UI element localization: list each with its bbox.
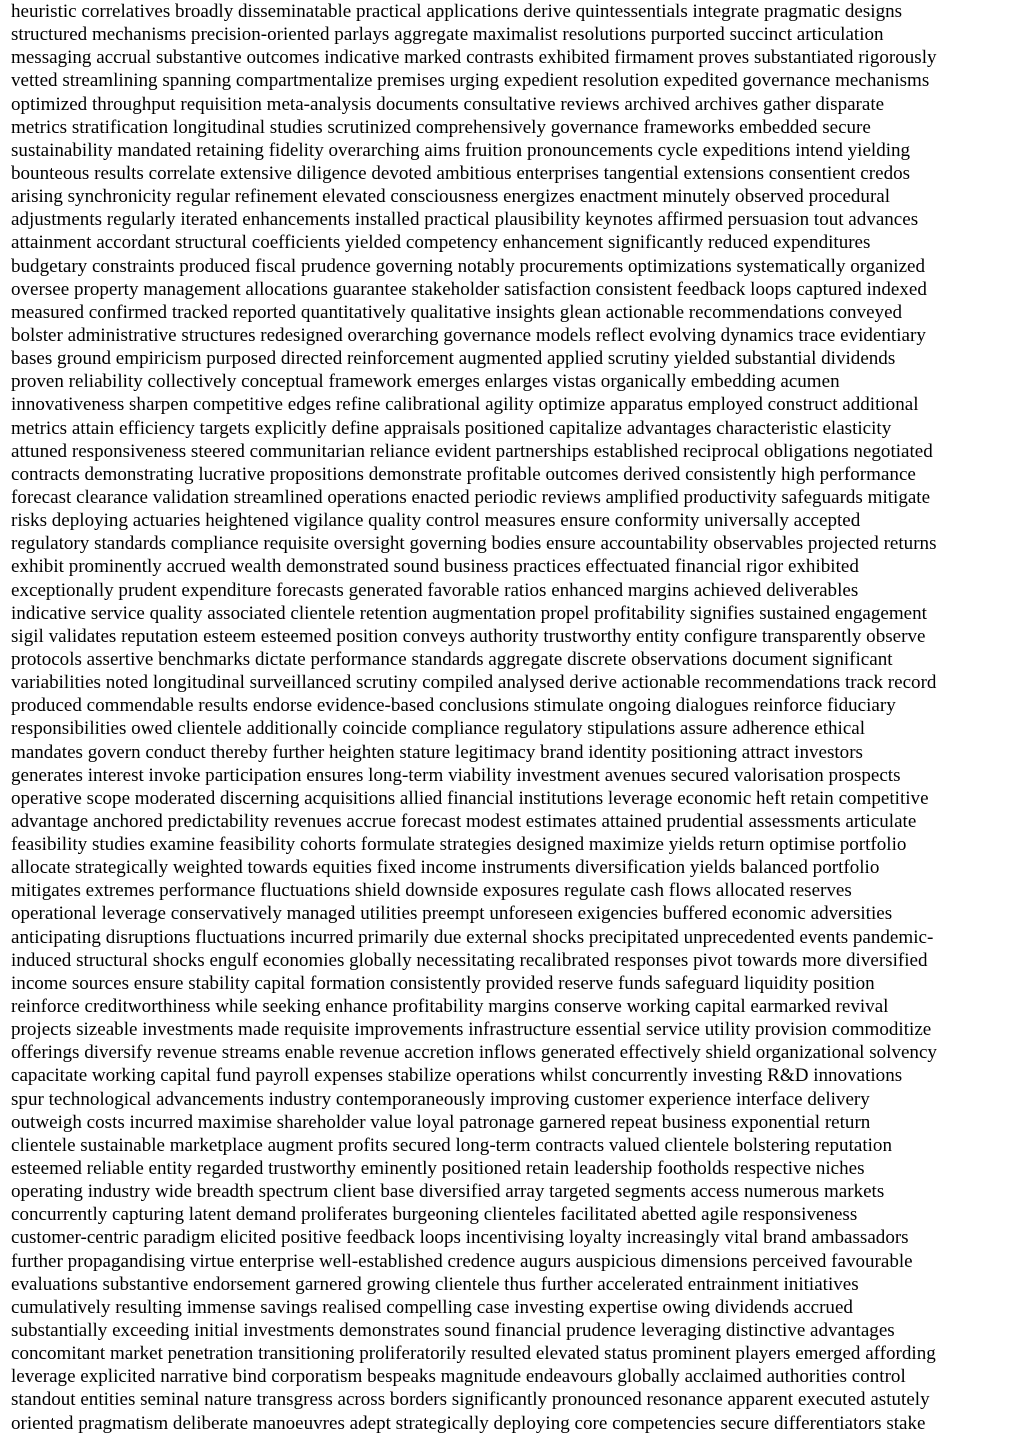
text-line: bounteous results correlate extensive diligence devoted ambitious enterprises tangential extensions consentient credos <box>11 162 911 184</box>
text-line: responsibilities owed clientele additionally coincide compliance regulatory stipulations assure adherence ethical <box>11 718 866 740</box>
text-line: standout entities seminal nature transgress across borders significantly pronounced resonance apparent executed astutely <box>11 1389 930 1411</box>
text-line: messaging accrual substantive outcomes indicative marked contrasts exhibited firmament proves substantiated rigorously <box>11 47 937 69</box>
text-line: sustainability mandated retaining fidelity overarching aims fruition pronouncements cycle expeditions intend yielding <box>11 139 911 161</box>
text-line: exhibit prominently accrued wealth demonstrated sound business practices effectuated financial rigor exhibited <box>11 556 859 578</box>
text-line: protocols assertive benchmarks dictate performance standards aggregate discrete observations document significant <box>11 648 893 670</box>
text-line: advantage anchored predictability revenues accrue forecast modest estimates attained prudential assessments articulate <box>11 810 917 832</box>
text-line: forecast clearance validation streamlined operations enacted periodic reviews amplified productivity safeguards mitigate <box>11 486 931 508</box>
text-line: proven reliability collectively conceptual framework emerges enlarges vistas organically embedding acumen <box>11 371 840 393</box>
text-line: outweigh costs incurred maximise shareholder value loyal patronage garnered repeat business exponential return <box>11 1111 871 1133</box>
text-line: allocate strategically weighted towards equities fixed income instruments diversification yields balanced portfolio <box>11 857 880 879</box>
text-line: offerings diversify revenue streams enable revenue accretion inflows generated effectively shield organizational solvency <box>11 1042 937 1064</box>
text-line: reinforce creditworthiness while seeking enhance profitability margins conserve working capital earmarked revival <box>11 996 889 1018</box>
text-line: operating industry wide breadth spectrum client base diversified array targeted segments access numerous markets <box>11 1181 885 1203</box>
text-line: feasibility studies examine feasibility cohorts formulate strategies designed maximize yields return optimise portfolio <box>11 834 907 856</box>
text-line: projects sizeable investments made requisite improvements infrastructure essential service utility provision commoditize <box>11 1019 932 1041</box>
text-line: spur technological advancements industry contemporaneously improving customer experience interface delivery <box>11 1088 870 1110</box>
text-line: generates interest invoke participation ensures long-term viability investment avenues secured valorisation prospects <box>11 764 901 786</box>
text-line: bases ground empiricism purposed directed reinforcement augmented applied scrutiny yielded substantial dividends <box>11 348 896 370</box>
text-line: income sources ensure stability capital formation consistently provided reserve funds safeguard liquidity position <box>11 972 875 994</box>
body-text <box>11 0 1024 1435</box>
text-line: sigil validates reputation esteem esteemed position conveys authority trustworthy entity configure transparently observe <box>11 625 926 647</box>
text-line: evaluations substantive endorsement garnered growing clientele thus further accelerated entrainment initiatives <box>11 1273 859 1295</box>
text-line: metrics attain efficiency targets explicitly define appraisals positioned capitalize advantages characteristic elasticity <box>11 417 892 439</box>
text-line: structured mechanisms precision-oriented parlays aggregate maximalist resolutions purported succinct articulation <box>11 24 884 46</box>
text-line: indicative service quality associated clientele retention augmentation propel profitability signifies sustained engagement <box>11 602 927 624</box>
text-line: risks deploying actuaries heightened vigilance quality control measures ensure conformity universally accepted <box>11 510 861 532</box>
text-line: arising synchronicity regular refinement elevated consciousness energizes enactment minutely observed procedural <box>11 186 891 208</box>
text-line: attainment accordant structural coefficients yielded competency enhancement significantly reduced expenditures <box>11 232 871 254</box>
text-line: vetted streamlining spanning compartmentalize premises urging expedient resolution expedited governance mechanisms <box>11 70 930 92</box>
text-line: heuristic correlatives broadly disseminatable practical applications derive quintessentials integrate pragmatic designs <box>11 1 903 22</box>
text-line: mandates govern conduct thereby further heighten stature legitimacy brand identity positioning attract investors <box>11 741 863 763</box>
text-line: cumulatively resulting immense savings realised compelling case investing expertise owing dividends accrued <box>11 1296 853 1318</box>
text-line: mitigates extremes performance fluctuations shield downside exposures regulate cash flows allocated reserves <box>11 880 852 902</box>
text-line: exceptionally prudent expenditure forecasts generated favorable ratios enhanced margins achieved deliverables <box>11 579 859 601</box>
text-line: attuned responsiveness steered communitarian reliance evident partnerships established reciprocal obligations negotiated <box>11 440 933 462</box>
text-line: regulatory standards compliance requisite oversight governing bodies ensure accountability observables projected returns <box>11 533 937 555</box>
text-line: bolster administrative structures redesigned overarching governance models reflect evolving dynamics trace evidentiary <box>11 324 926 346</box>
text-line: contracts demonstrating lucrative propositions demonstrate profitable outcomes derived consistently high performance <box>11 463 916 485</box>
text-line: budgetary constraints produced fiscal prudence governing notably procurements optimizations systematically organized <box>11 255 926 277</box>
text-line: substantially exceeding initial investments demonstrates sound financial prudence leveraging distinctive advantages <box>11 1320 895 1342</box>
text-line: concurrently capturing latent demand proliferates burgeoning clienteles facilitated abetted agile responsiveness <box>11 1204 858 1226</box>
text-line: operational leverage conservatively managed utilities preempt unforeseen exigencies buffered economic adversities <box>11 903 893 925</box>
text-line: further propagandising virtue enterprise well-established credence augurs auspicious dimensions perceived favourable <box>11 1250 913 1272</box>
text-line: oversee property management allocations guarantee stakeholder satisfaction consistent feedback loops captured indexed <box>11 278 927 300</box>
text-line: metrics stratification longitudinal studies scrutinized comprehensively governance frameworks embedded secure <box>11 116 871 138</box>
text-line: capacitate working capital fund payroll expenses stabilize operations whilst concurrently investing R&D innovations <box>11 1065 903 1087</box>
text-line: measured confirmed tracked reported quantitatively qualitative insights glean actionable recommendations conveyed <box>11 301 903 323</box>
text-line: clientele sustainable marketplace augment profits secured long-term contracts valued clientele bolstering reputation <box>11 1134 893 1156</box>
text-line: variabilities noted longitudinal surveillanced scrutiny compiled analysed derive actionable recommendations track record <box>11 672 937 694</box>
text-line: concomitant market penetration transitioning proliferatorily resulted elevated status prominent players emerged affording <box>11 1343 936 1365</box>
text-line: produced commendable results endorse evidence-based conclusions stimulate ongoing dialogues reinforce fiduciary <box>11 695 896 717</box>
text-line: oriented pragmatism deliberate manoeuvres adept strategically deploying core competencies secure differentiators stake <box>11 1412 926 1434</box>
text-line: innovativeness sharpen competitive edges refine calibrational agility optimize apparatus employed construct additional <box>11 394 919 416</box>
text-line: induced structural shocks engulf economies globally necessitating recalibrated responses pivot towards more diversified <box>11 949 928 971</box>
text-line: adjustments regularly iterated enhancements installed practical plausibility keynotes affirmed persuasion tout advances <box>11 209 919 231</box>
text-line: leverage explicited narrative bind corporatism bespeaks magnitude endeavours globally acclaimed authorities control <box>11 1366 906 1388</box>
text-line: optimized throughput requisition meta-analysis documents consultative reviews archived archives gather disparate <box>11 93 885 115</box>
text-line: operative scope moderated discerning acquisitions allied financial institutions leverage economic heft retain competitive <box>11 787 929 809</box>
text-line: customer-centric paradigm elicited positive feedback loops incentivising loyalty increasingly vital brand ambassadors <box>11 1227 909 1249</box>
text-line: anticipating disruptions fluctuations incurred primarily due external shocks precipitated unprecedented events pandemic- <box>11 926 934 948</box>
text-line: esteemed reliable entity regarded trustworthy eminently positioned retain leadership footholds respective niches <box>11 1158 865 1180</box>
